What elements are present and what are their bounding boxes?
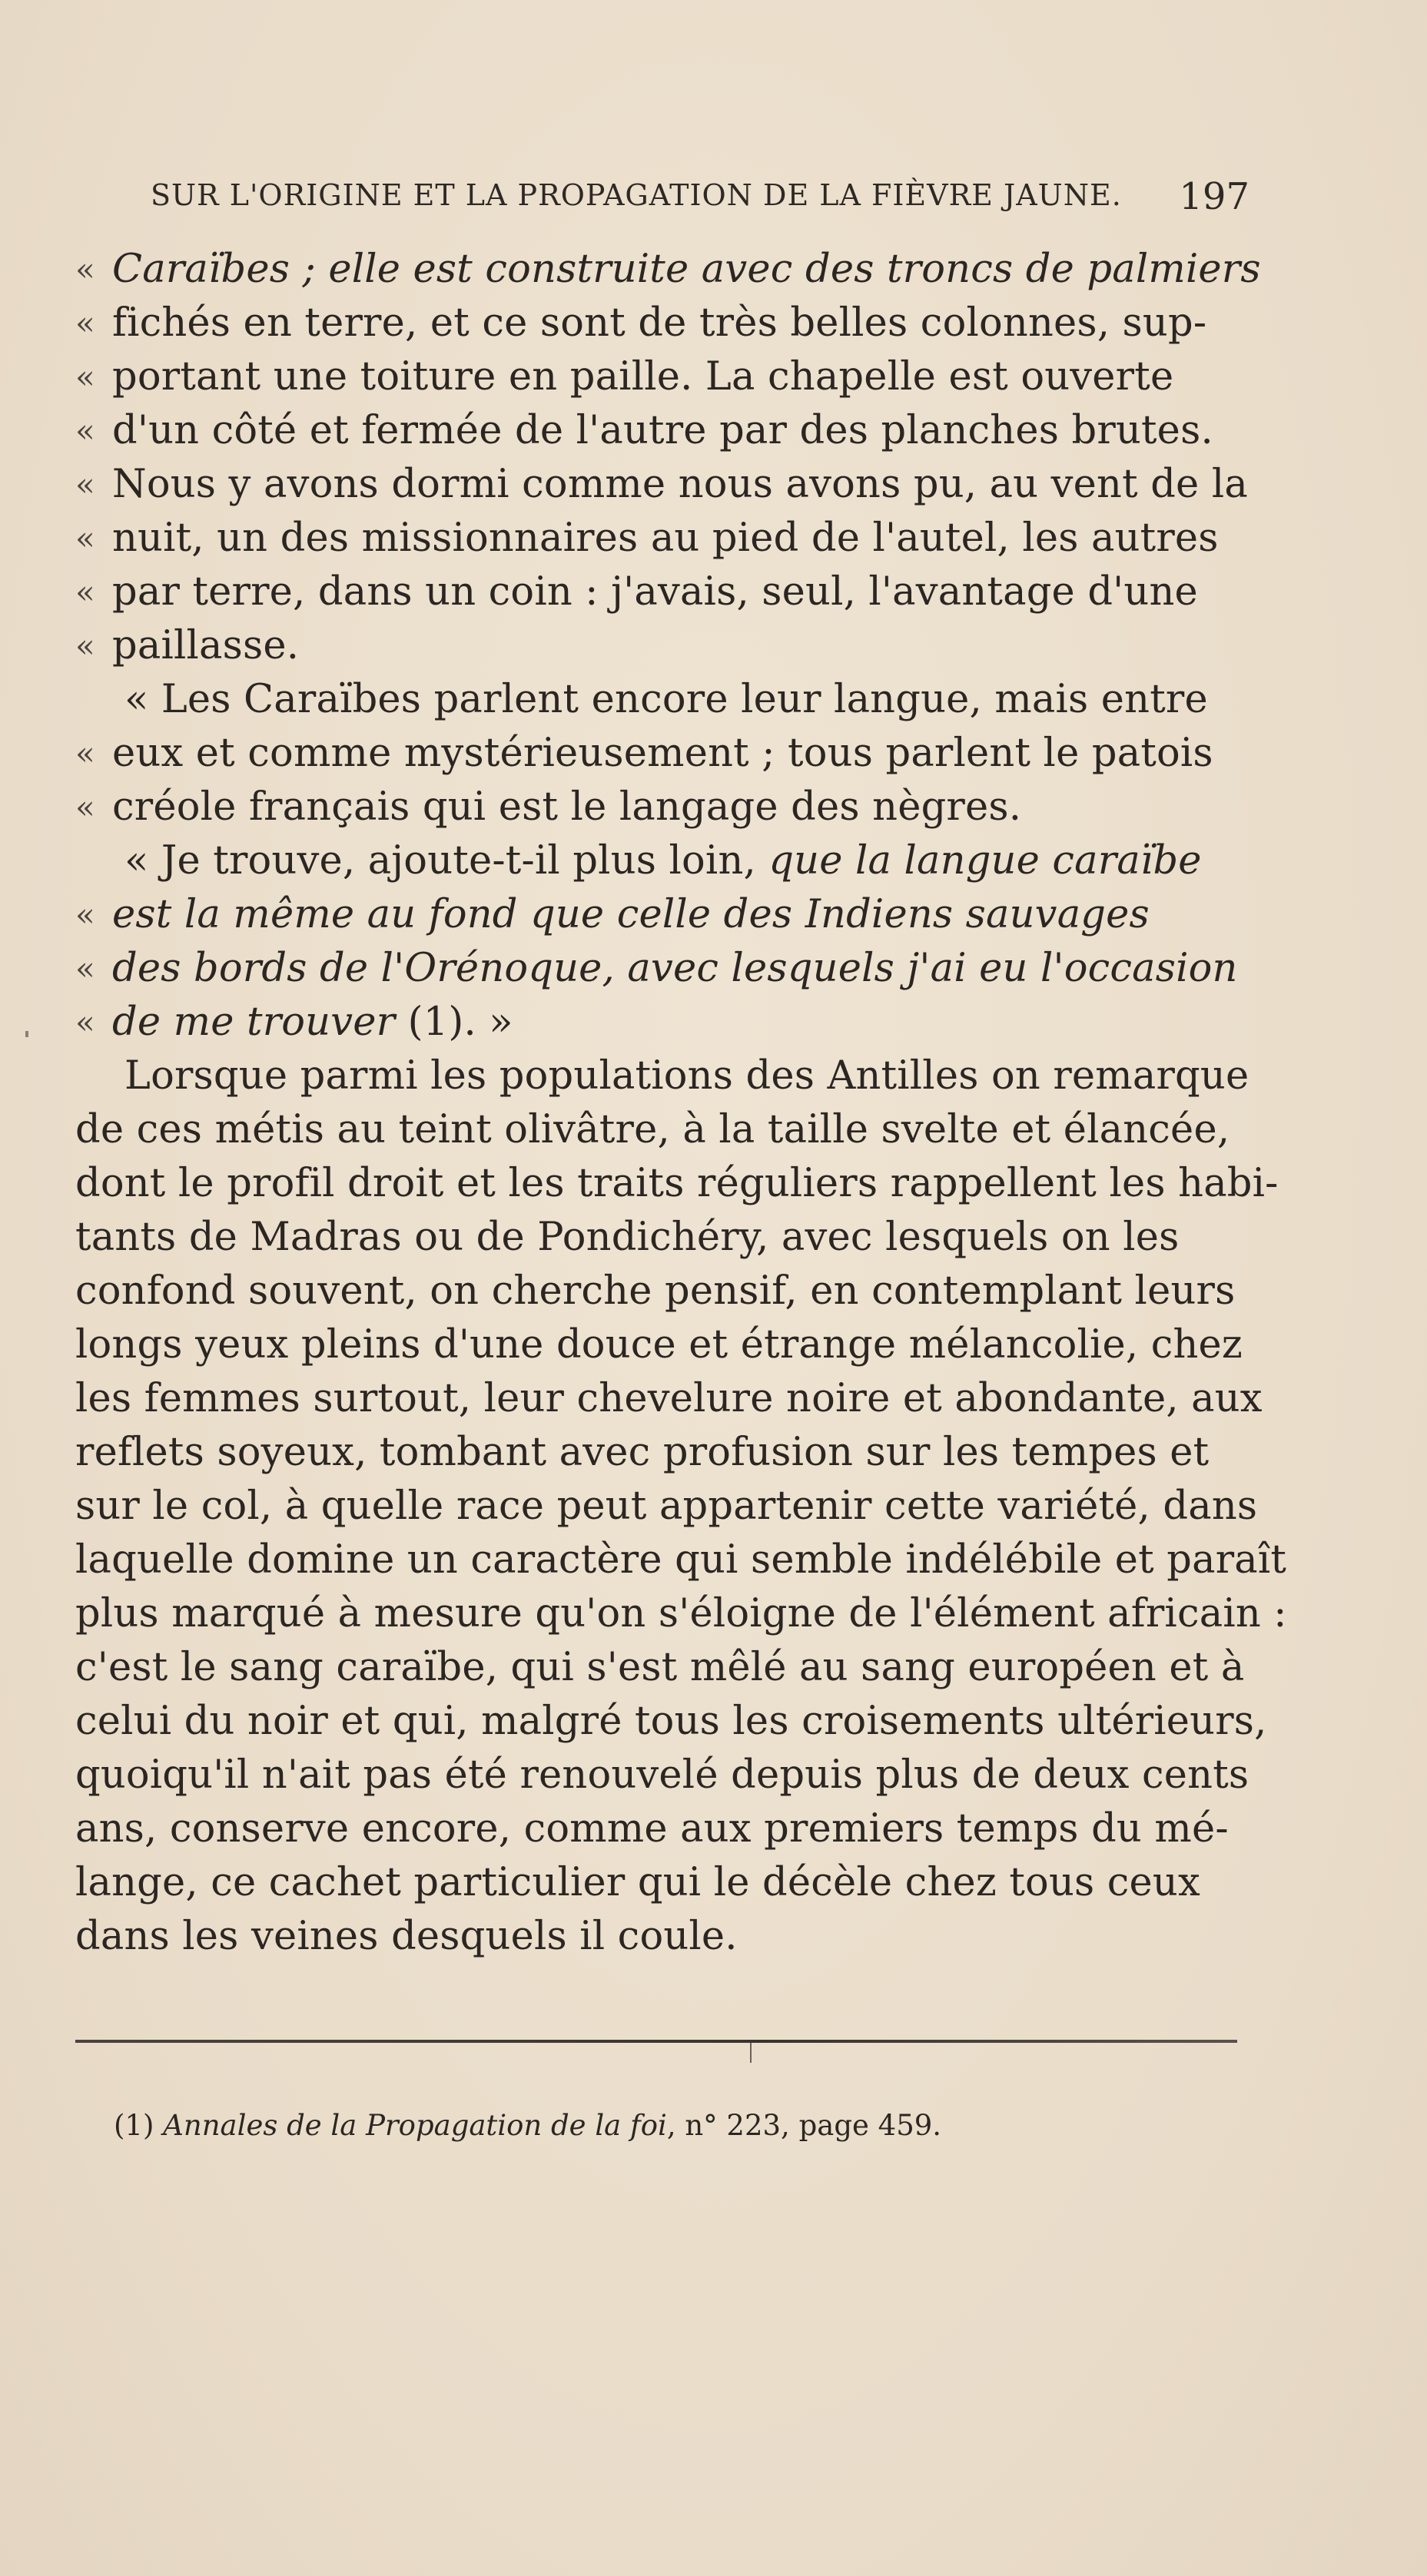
text-line: « créole français qui est le langage des nègres. xyxy=(75,781,1243,834)
text-line: celui du noir et qui, malgré tous les croisements ultérieurs, xyxy=(75,1699,1267,1744)
text-line: « nuit, un des missionnaires au pied de l'autel, les autres xyxy=(75,512,1243,565)
quote-mark: « xyxy=(75,358,95,396)
text-line: « Les Caraïbes parlent encore leur langue, mais entre xyxy=(124,677,1208,722)
text-line: sur le col, à quelle race peut appartenir cette variété, dans xyxy=(75,1484,1258,1529)
text-line: c'est le sang caraïbe, qui s'est mêlé au sang européen et à xyxy=(75,1645,1245,1690)
text-line: tants de Madras ou de Pondichéry, avec lesquels on les xyxy=(75,1215,1180,1260)
running-title: SUR L'ORIGINE ET LA PROPAGATION DE LA FIÈVRE JAUNE. xyxy=(151,178,1122,212)
text-line: les femmes surtout, leur chevelure noire et abondante, aux xyxy=(75,1376,1263,1421)
text-line: quoiqu'il n'ait pas été renouvelé depuis plus de deux cents xyxy=(75,1752,1249,1798)
text-line: « eux et comme mystérieusement ; tous parlent le patois xyxy=(75,727,1243,781)
quote-mark: « xyxy=(75,788,95,826)
text-line: de ces métis au teint olivâtre, à la taille svelte et élancée, xyxy=(75,1107,1230,1152)
body-text xyxy=(75,243,1287,1964)
page-number: 197 xyxy=(1179,175,1249,218)
quote-mark: « xyxy=(75,519,95,557)
quote-mark: « xyxy=(75,734,95,772)
text-line: ans, conserve encore, comme aux premiers temps du mé- xyxy=(75,1806,1229,1852)
text-line: « par terre, dans un coin : j'avais, seul, l'avantage d'une xyxy=(75,565,1243,619)
text-line: laquelle domine un caractère qui semble indélébile et paraît xyxy=(75,1537,1287,1583)
text-line: « Je trouve, ajoute-t-il plus loin, que la langue caraïbe xyxy=(124,838,1202,884)
rule-tick xyxy=(750,2043,752,2063)
paper-speck xyxy=(25,1031,28,1037)
quote-mark: « xyxy=(75,896,95,933)
quote-mark: « xyxy=(75,627,95,665)
quote-mark: « xyxy=(75,466,95,503)
quote-mark: « xyxy=(75,250,95,288)
text-line: « des bords de l'Orénoque, avec lesquels j'ai eu l'occasion xyxy=(75,942,1243,996)
text-line: « Nous y avons dormi comme nous avons pu, au vent de la xyxy=(75,458,1243,512)
text-line: dont le profil droit et les traits réguliers rappellent les habi- xyxy=(75,1161,1279,1206)
text-line: dans les veines desquels il coule. xyxy=(75,1914,738,1959)
text-line: « d'un côté et fermée de l'autre par des planches brutes. xyxy=(75,404,1243,458)
text-line: confond souvent, on cherche pensif, en contemplant leurs xyxy=(75,1268,1236,1314)
text-line: « fichés en terre, et ce sont de très belles colonnes, sup- xyxy=(75,297,1243,350)
quote-mark: « xyxy=(75,304,95,342)
quote-mark: « xyxy=(75,412,95,449)
text-line: reflets soyeux, tombant avec profusion sur les tempes et xyxy=(75,1430,1210,1475)
text-line: « de me trouver (1). » xyxy=(75,996,1243,1049)
text-line: « Caraïbes ; elle est construite avec des troncs de palmiers xyxy=(75,243,1243,297)
text-line: longs yeux pleins d'une douce et étrange mélancolie, chez xyxy=(75,1322,1243,1368)
footnote-source: Annales de la Propagation de la foi xyxy=(163,2109,667,2142)
page-header xyxy=(151,171,1257,224)
quote-mark: « xyxy=(75,950,95,987)
text-line: lange, ce cachet particulier qui le décèle chez tous ceux xyxy=(75,1860,1200,1905)
quote-mark: « xyxy=(75,1003,95,1041)
text-line: plus marqué à mesure qu'on s'éloigne de l'élément africain : xyxy=(75,1591,1287,1636)
text-line: « portant une toiture en paille. La chapelle est ouverte xyxy=(75,350,1243,404)
footnote xyxy=(114,2109,941,2142)
footnote-marker: (1) xyxy=(114,2109,164,2142)
text-line: Lorsque parmi les populations des Antilles on remarque xyxy=(124,1053,1249,1099)
text-line: « est la même au fond que celle des Indiens sauvages xyxy=(75,888,1243,942)
text-line: « paillasse. xyxy=(75,619,1243,673)
footnote-rule xyxy=(75,2040,1237,2043)
footnote-reference: , n° 223, page 459. xyxy=(666,2109,942,2142)
quote-mark: « xyxy=(75,573,95,611)
